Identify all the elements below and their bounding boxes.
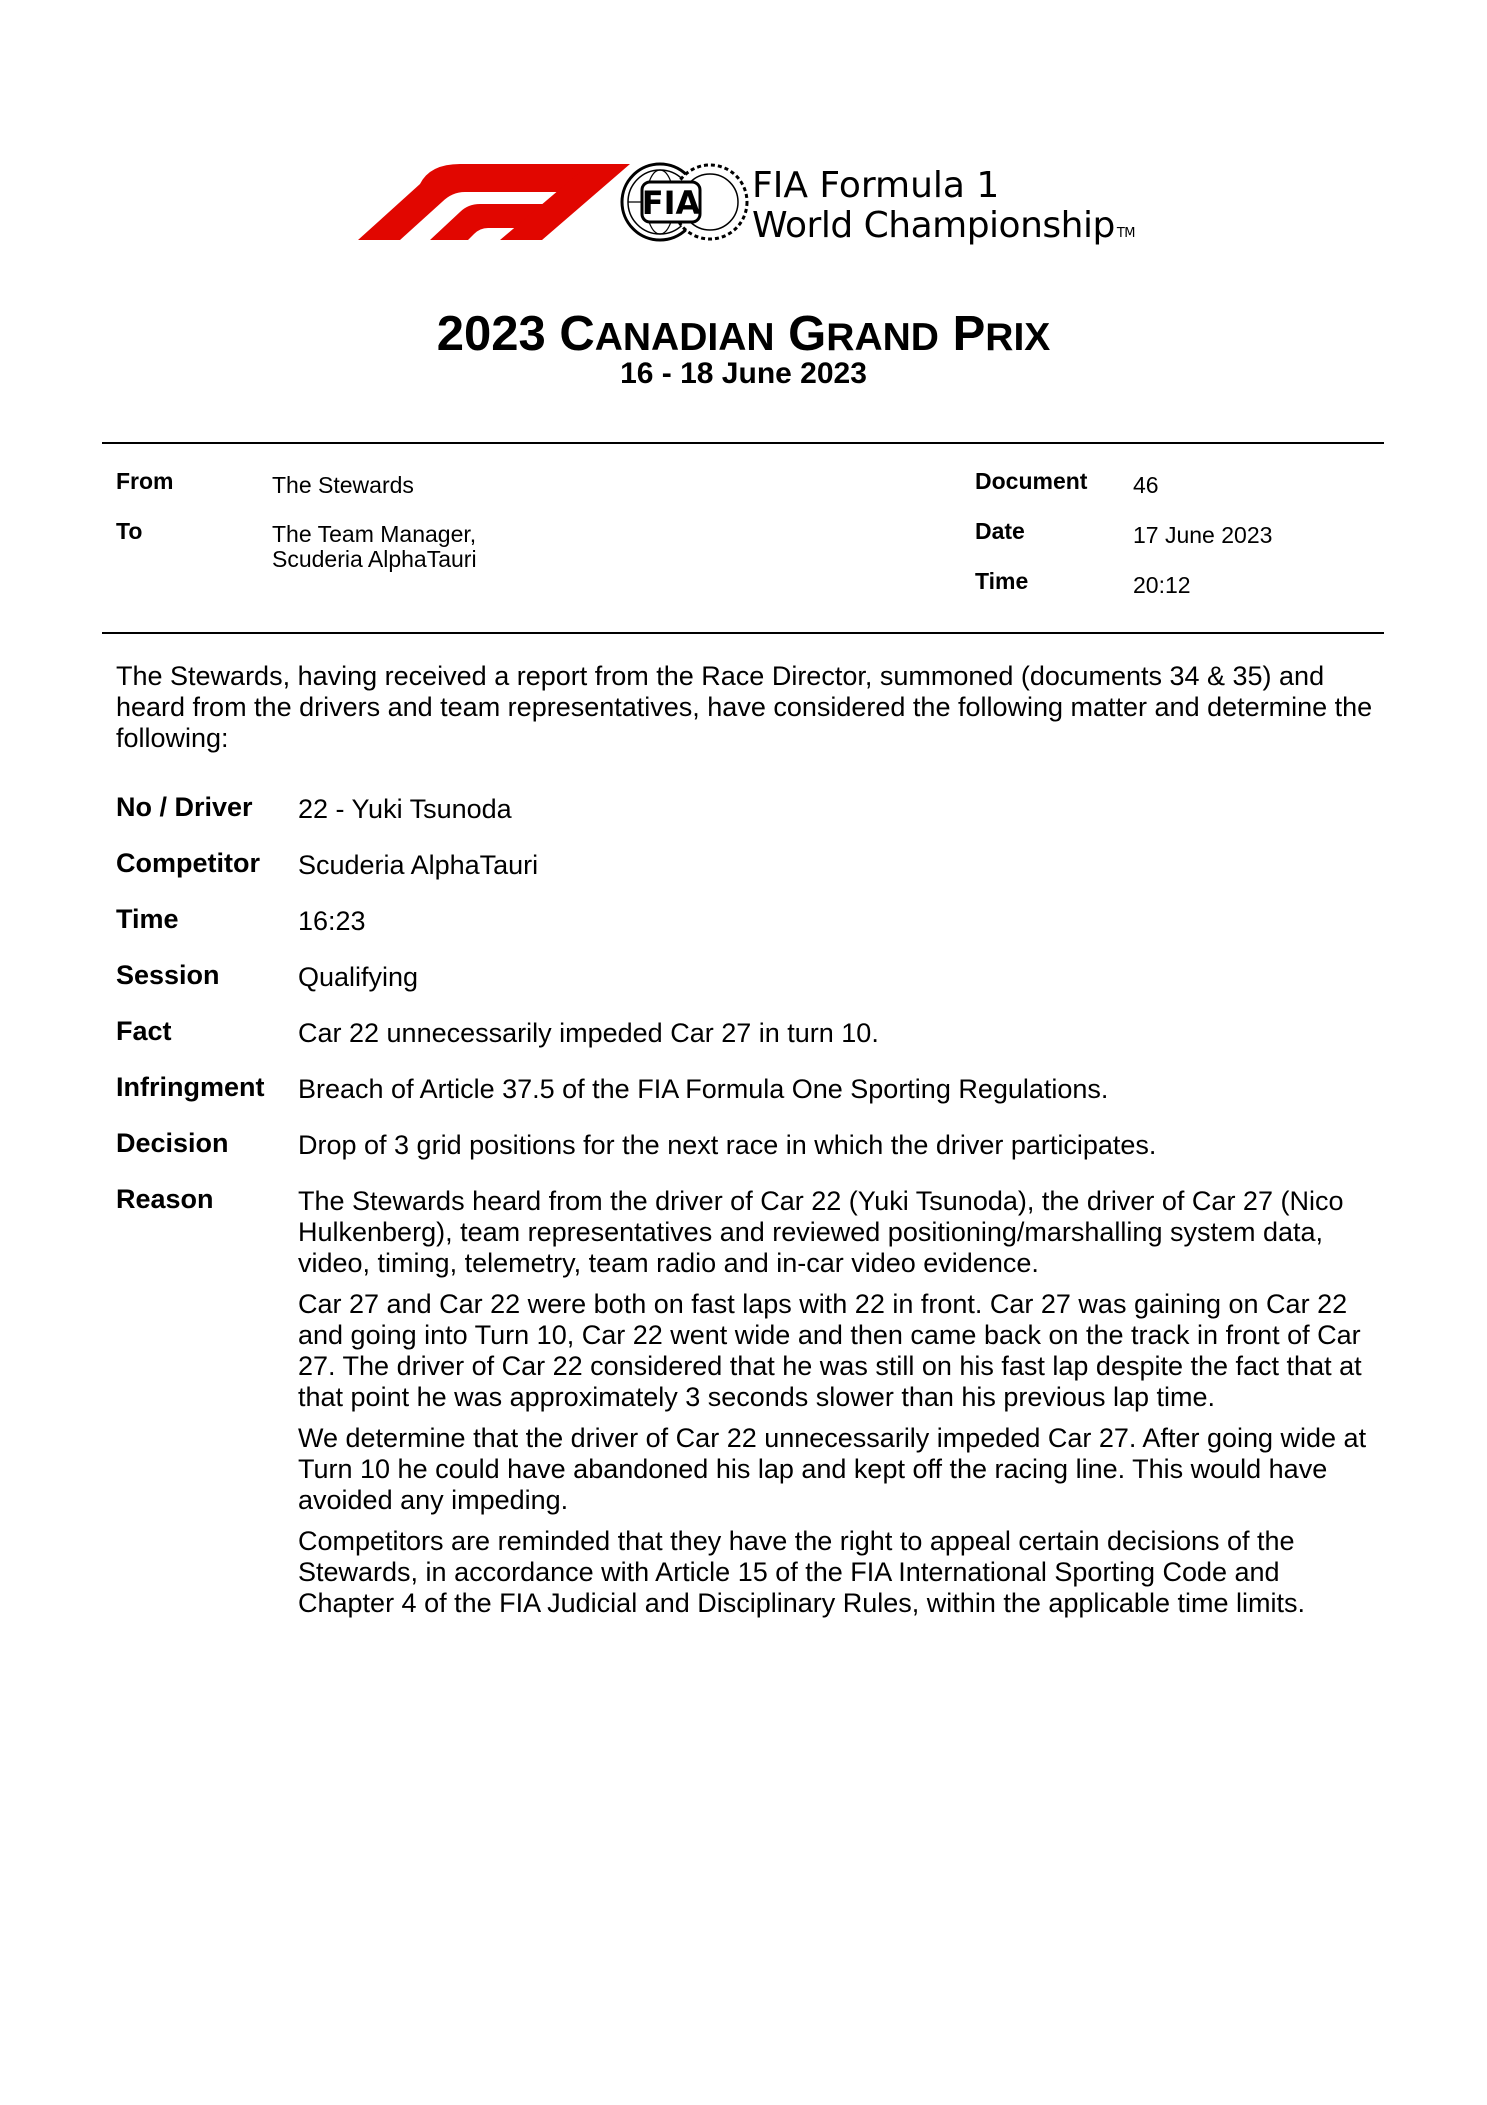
- row-label-reason: Reason: [116, 1184, 214, 1214]
- to-value: [272, 522, 477, 572]
- row-value-infringement: Breach of Article 37.5 of the FIA Formula One Sporting Regulations.: [298, 1074, 1109, 1104]
- from-label: From: [116, 468, 174, 494]
- reason-paragraph-2: Car 27 and Car 22 were both on fast laps with 22 in front. Car 27 was gaining on Car 22 and going into Turn 10, Car 22 went wide and then came back on the track in front of Car 27. The driver of Car 22 considered that he was still on his fast lap despite the fact that at that point he was approximately 3 seconds slower than his previous lap time.: [298, 1289, 1362, 1412]
- reason-paragraph-3: We determine that the driver of Car 22 unnecessarily impeded Car 27. After going wide at Turn 10 he could have abandoned his lap and kept off the racing line. This would have avoided any impeding.: [298, 1423, 1367, 1515]
- brand-line-1: FIA Formula 1: [752, 165, 1000, 206]
- row-value-competitor: Scuderia AlphaTauri: [298, 850, 539, 880]
- from-value: The Stewards: [272, 472, 414, 498]
- row-label-session: Session: [116, 960, 220, 990]
- event-title-year: 2023: [436, 307, 546, 361]
- row-value-decision: Drop of 3 grid positions for the next race in which the driver participates.: [298, 1130, 1157, 1160]
- row-label-infringement: Infringment: [116, 1072, 265, 1102]
- to-label: To: [116, 518, 143, 544]
- header-bottom-divider: [102, 632, 1384, 634]
- row-value-fact: Car 22 unnecessarily impeded Car 27 in turn 10.: [298, 1018, 879, 1048]
- time-value: 20:12: [1133, 572, 1191, 598]
- document-value: 46: [1133, 472, 1159, 498]
- reason-paragraph-1: The Stewards heard from the driver of Car 22 (Yuki Tsunoda), the driver of Car 27 (Nico Hulkenberg), team representatives and reviewed positioning/marshalling system data, video, timing, telemetry, team radio and in-car video evidence.: [298, 1186, 1344, 1278]
- intro-paragraph: The Stewards, having received a report from the Race Director, summoned (documents 34 & 35) and heard from the drivers and team representatives, have considered the following matter and determine the following:: [116, 661, 1373, 753]
- event-title-word-1: CANADIAN: [559, 307, 775, 361]
- row-value-time: 16:23: [298, 906, 366, 936]
- event-title-word-3: PRIX: [952, 307, 1051, 361]
- trademark: TM: [1116, 226, 1135, 241]
- row-value-session: Qualifying: [298, 962, 419, 992]
- brand-text: [752, 166, 1135, 254]
- row-value-driver: 22 - Yuki Tsunoda: [298, 794, 512, 824]
- row-label-fact: Fact: [116, 1016, 172, 1046]
- document-label: Document: [975, 468, 1088, 494]
- header-top-divider: [102, 442, 1384, 444]
- date-value: 17 June 2023: [1133, 522, 1273, 548]
- row-label-time: Time: [116, 904, 179, 934]
- to-value-line-1: The Team Manager,: [272, 521, 477, 547]
- brand-line-2-text: World Championship: [752, 205, 1115, 246]
- time-label: Time: [975, 568, 1029, 594]
- row-label-driver: No / Driver: [116, 792, 253, 822]
- fia-emblem-text: FIA: [641, 184, 701, 222]
- row-label-decision: Decision: [116, 1128, 229, 1158]
- reason-text: [298, 1186, 1378, 1629]
- date-label: Date: [975, 518, 1025, 544]
- to-value-line-2: Scuderia AlphaTauri: [272, 546, 477, 572]
- reason-paragraph-4: Competitors are reminded that they have the right to appeal certain decisions of the Stewards, in accordance with Article 15 of the FIA International Sporting Code and Chapter 4 of the FIA Judicial and Disciplinary Rules, within the applicable time limits.: [298, 1526, 1305, 1618]
- event-dates: 16 - 18 June 2023: [620, 357, 867, 390]
- event-title-word-2: GRAND: [788, 307, 939, 361]
- fia-emblem-icon: [622, 164, 747, 240]
- row-label-competitor: Competitor: [116, 848, 260, 878]
- f1-logo-icon: [358, 164, 630, 240]
- brand-line-2: [752, 206, 1135, 254]
